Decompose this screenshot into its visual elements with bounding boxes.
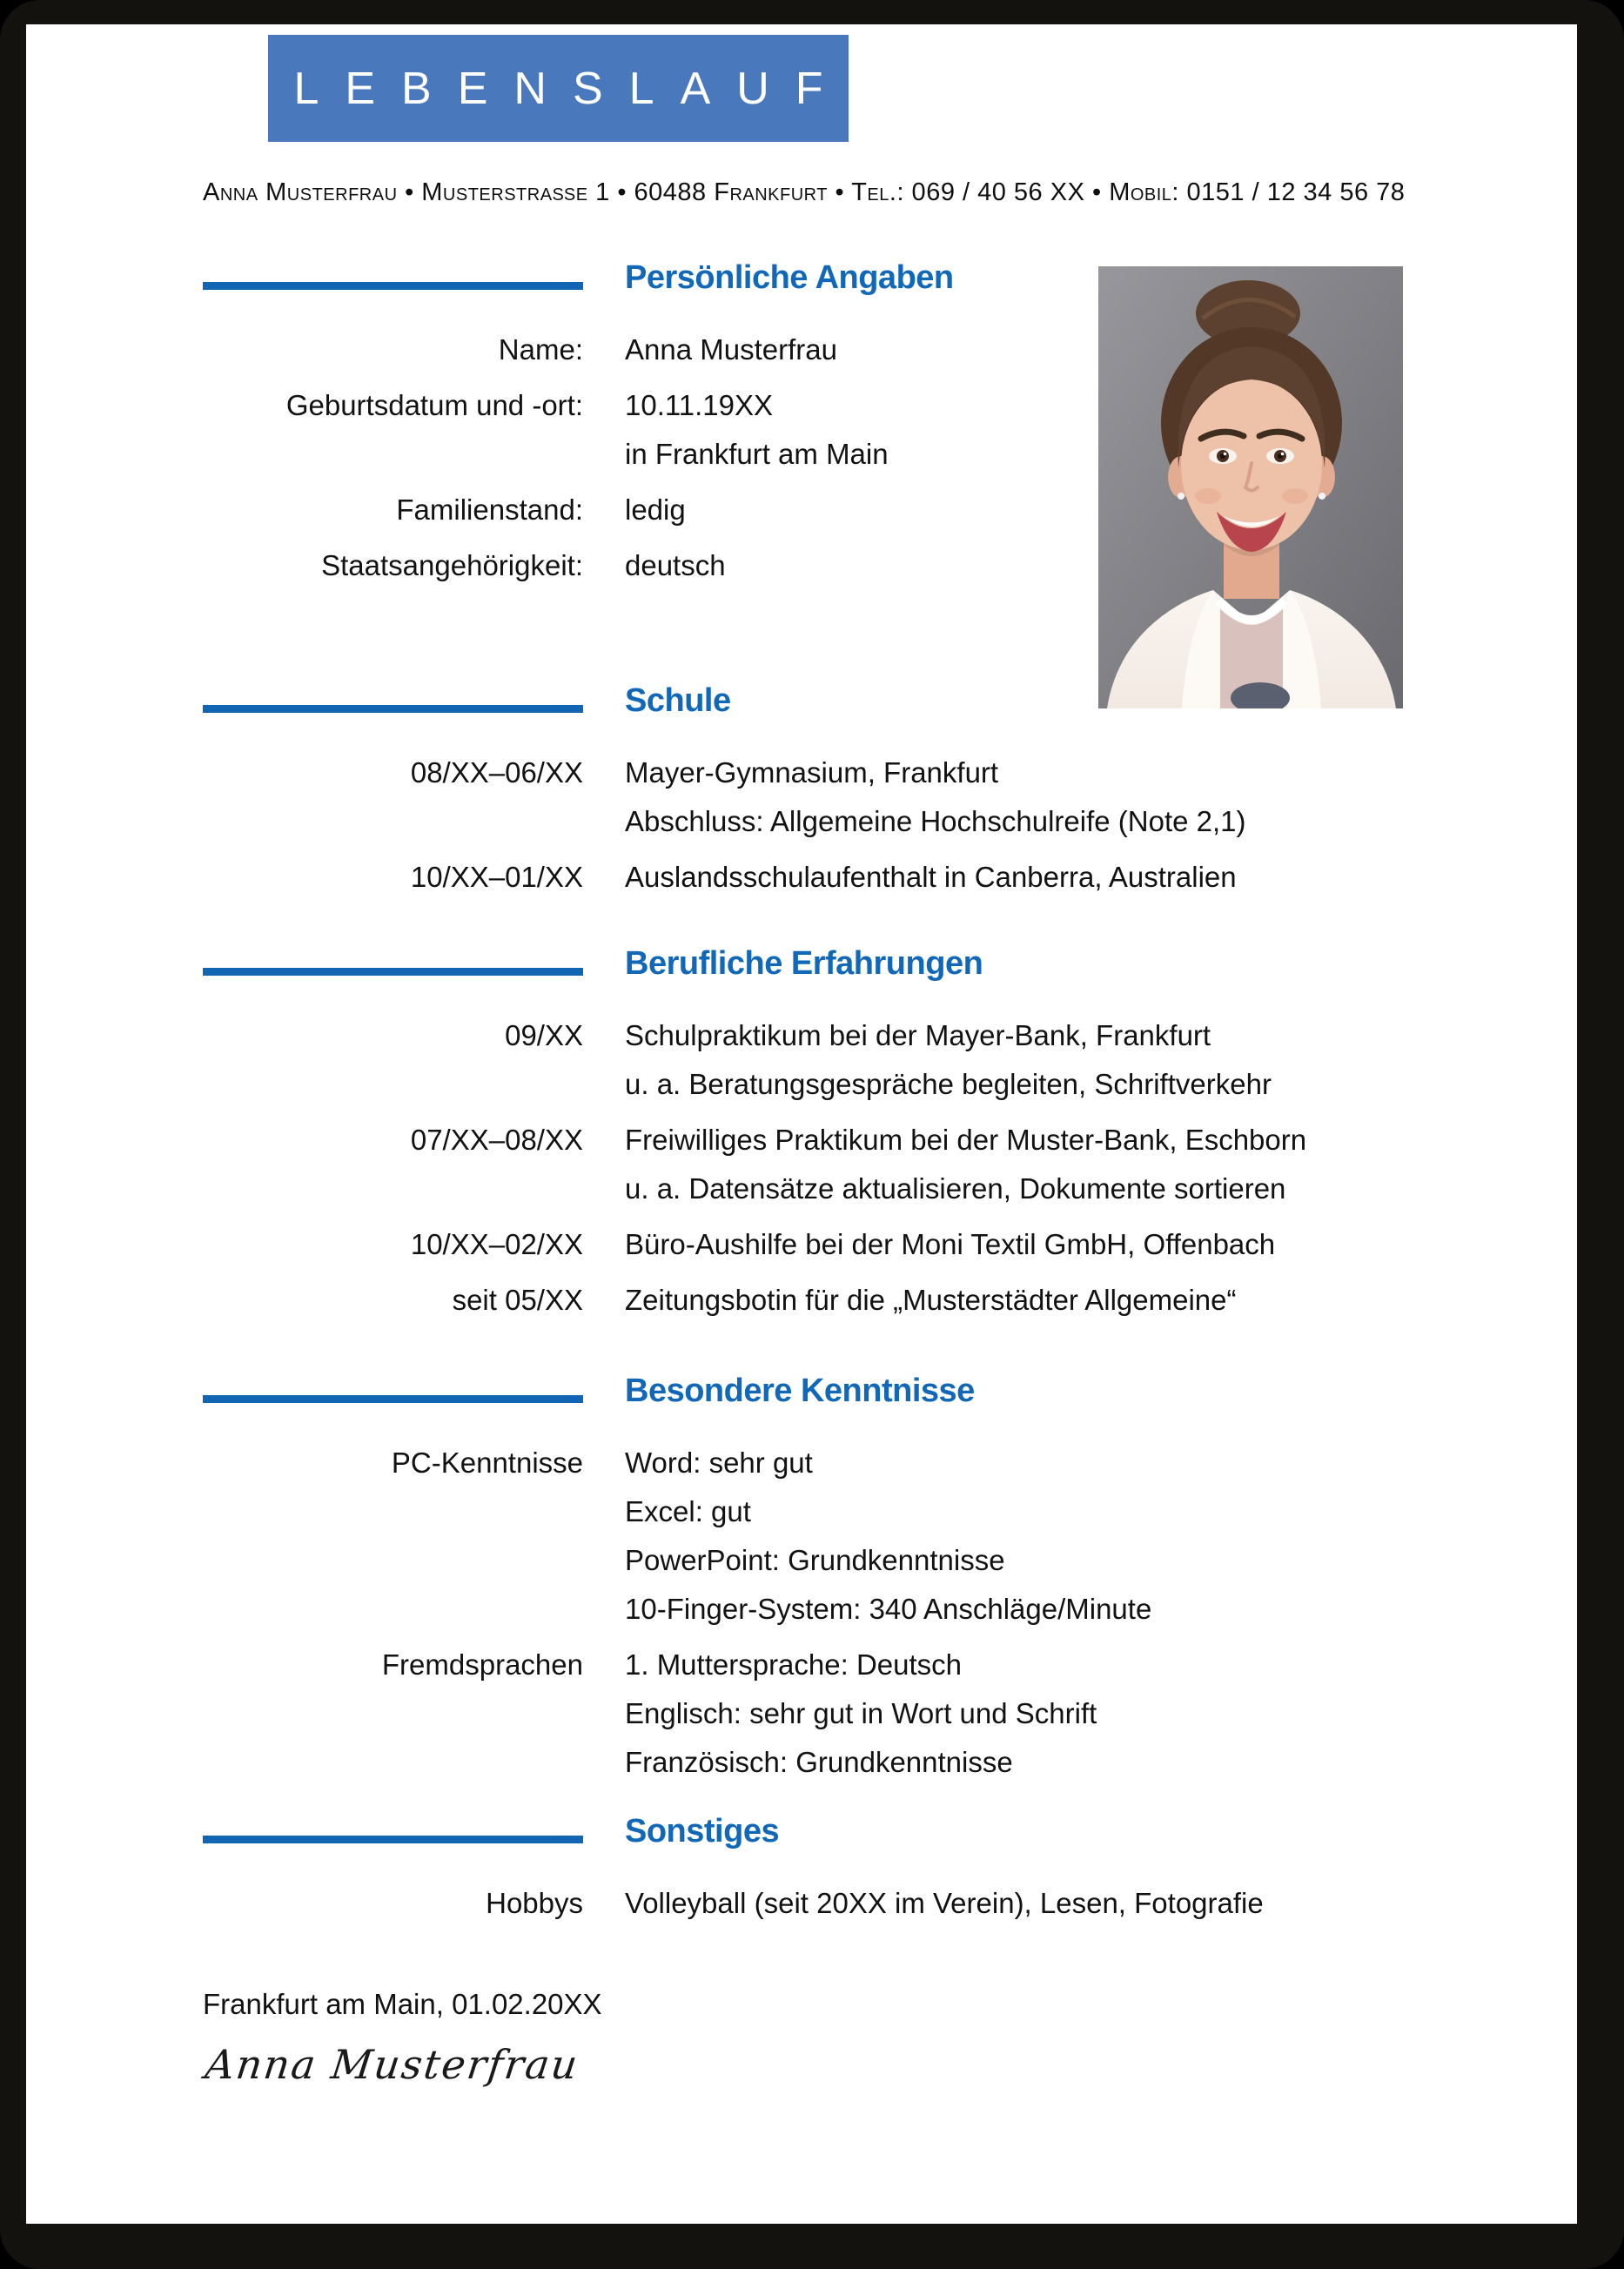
blush-right (1282, 488, 1308, 504)
value-line: Zeitungsbotin für die „Musterstädter Allgemeine“ (625, 1284, 1237, 1316)
section-title: Berufliche Erfahrungen (625, 945, 983, 982)
value-line: u. a. Datensätze aktualisieren, Dokumente sortieren (625, 1172, 1286, 1205)
earring-right (1319, 493, 1325, 500)
place-date: Frankfurt am Main, 01.02.20XX (203, 1988, 602, 2020)
cv-page (26, 24, 1577, 2224)
section-besondere-kenntnisse (203, 1373, 1577, 1787)
title-banner (268, 35, 849, 142)
row-value (625, 486, 686, 534)
row-value (625, 1011, 1272, 1109)
row-label: Hobbys (486, 1887, 583, 1919)
section-title: Sonstiges (625, 1813, 780, 1849)
row-value (625, 749, 1246, 846)
section-title: Persönliche Angaben (625, 259, 954, 296)
row-label: PC-Kenntnisse (391, 1447, 583, 1479)
glint-left (1224, 453, 1227, 456)
section-sonstiges (203, 1813, 1577, 1928)
value-line: Auslandsschulaufenthalt in Canberra, Australien (625, 861, 1237, 893)
value-line: Büro-Aushilfe bei der Moni Textil GmbH, Offenbach (625, 1228, 1276, 1260)
cv-row (203, 1220, 1577, 1269)
row-value (625, 1879, 1264, 1928)
document-title: LEBENSLAUF (293, 63, 849, 114)
row-label: Staatsangehörigkeit: (321, 549, 583, 581)
row-value (625, 1276, 1237, 1325)
heading-rule (203, 1836, 583, 1843)
value-line: deutsch (625, 549, 726, 581)
value-line: Französisch: Grundkenntnisse (625, 1746, 1013, 1778)
row-label: 10/XX–01/XX (410, 861, 583, 893)
row-label: 07/XX–08/XX (410, 1124, 583, 1156)
section-rows (203, 749, 1577, 902)
value-line: Mayer-Gymnasium, Frankfurt (625, 756, 999, 789)
row-value (625, 1641, 1097, 1787)
section-heading (203, 945, 1577, 982)
cv-row (203, 1276, 1577, 1325)
value-line: ledig (625, 493, 686, 526)
row-label: Name: (498, 333, 583, 366)
section-rows (203, 1011, 1577, 1325)
row-value (625, 541, 726, 590)
row-label: 08/XX–06/XX (410, 756, 583, 789)
value-line: in Frankfurt am Main (625, 438, 889, 470)
section-rows (203, 1879, 1577, 1928)
row-label: 09/XX (505, 1019, 583, 1051)
value-line: 10.11.19XX (625, 389, 774, 421)
value-line: Excel: gut (625, 1495, 751, 1527)
value-line: PowerPoint: Grundkenntnisse (625, 1544, 1005, 1576)
glint-right (1281, 453, 1285, 456)
heading-rule (203, 1395, 583, 1403)
cv-row (203, 1011, 1577, 1109)
row-label: Familienstand: (396, 493, 583, 526)
row-value (625, 853, 1237, 902)
heading-rule (203, 705, 583, 713)
value-line: Freiwilliges Praktikum bei der Muster-Bank, Eschborn (625, 1124, 1307, 1156)
section-title: Besondere Kenntnisse (625, 1373, 975, 1409)
value-line: 1. Muttersprache: Deutsch (625, 1648, 963, 1681)
section-heading (203, 1813, 1577, 1849)
cv-row (203, 749, 1577, 846)
row-label: 10/XX–02/XX (410, 1228, 583, 1260)
section-schule (203, 682, 1577, 902)
value-line: Anna Musterfrau (625, 333, 837, 366)
blush-left (1195, 488, 1221, 504)
row-value (625, 326, 837, 374)
heading-rule (203, 282, 583, 290)
closing-block (203, 1980, 1577, 2088)
section-heading (203, 1373, 1577, 1409)
value-line: Abschluss: Allgemeine Hochschulreife (Note 2,1) (625, 805, 1246, 837)
value-line: Schulpraktikum bei der Mayer-Bank, Frankfurt (625, 1019, 1211, 1051)
value-line: Englisch: sehr gut in Wort und Schrift (625, 1697, 1097, 1729)
heading-rule (203, 968, 583, 976)
cv-row (203, 1879, 1577, 1928)
row-label: Fremdsprachen (381, 1648, 583, 1681)
cv-row (203, 1439, 1577, 1634)
row-value (625, 381, 889, 479)
value-line: u. a. Beratungsgespräche begleiten, Schriftverkehr (625, 1068, 1272, 1100)
row-value (625, 1116, 1306, 1213)
row-label: Geburtsdatum und -ort: (285, 389, 583, 421)
section-berufliche-erfahrungen (203, 945, 1577, 1325)
earring-left (1178, 493, 1184, 500)
cv-row (203, 1641, 1577, 1787)
value-line: 10-Finger-System: 340 Anschläge/Minute (625, 1593, 1152, 1625)
section-rows (203, 1439, 1577, 1787)
row-label: seit 05/XX (452, 1284, 583, 1316)
profile-photo (1098, 266, 1403, 708)
section-title: Schule (625, 682, 731, 719)
value-line: Word: sehr gut (625, 1447, 813, 1479)
signature: Anna Musterfrau (203, 2041, 582, 2088)
contact-line: Anna Musterfrau • Musterstraße 1 • 60488 Frankfurt • Tel.: 069 / 40 56 XX • Mobil: 0151 / 12 34 56 78 (203, 178, 1406, 206)
portrait-illustration (1098, 266, 1403, 708)
cv-row (203, 1116, 1577, 1213)
row-value (625, 1220, 1275, 1269)
cv-row (203, 853, 1577, 902)
row-value (625, 1439, 1151, 1634)
value-line: Volleyball (seit 20XX im Verein), Lesen, Fotografie (625, 1887, 1264, 1919)
